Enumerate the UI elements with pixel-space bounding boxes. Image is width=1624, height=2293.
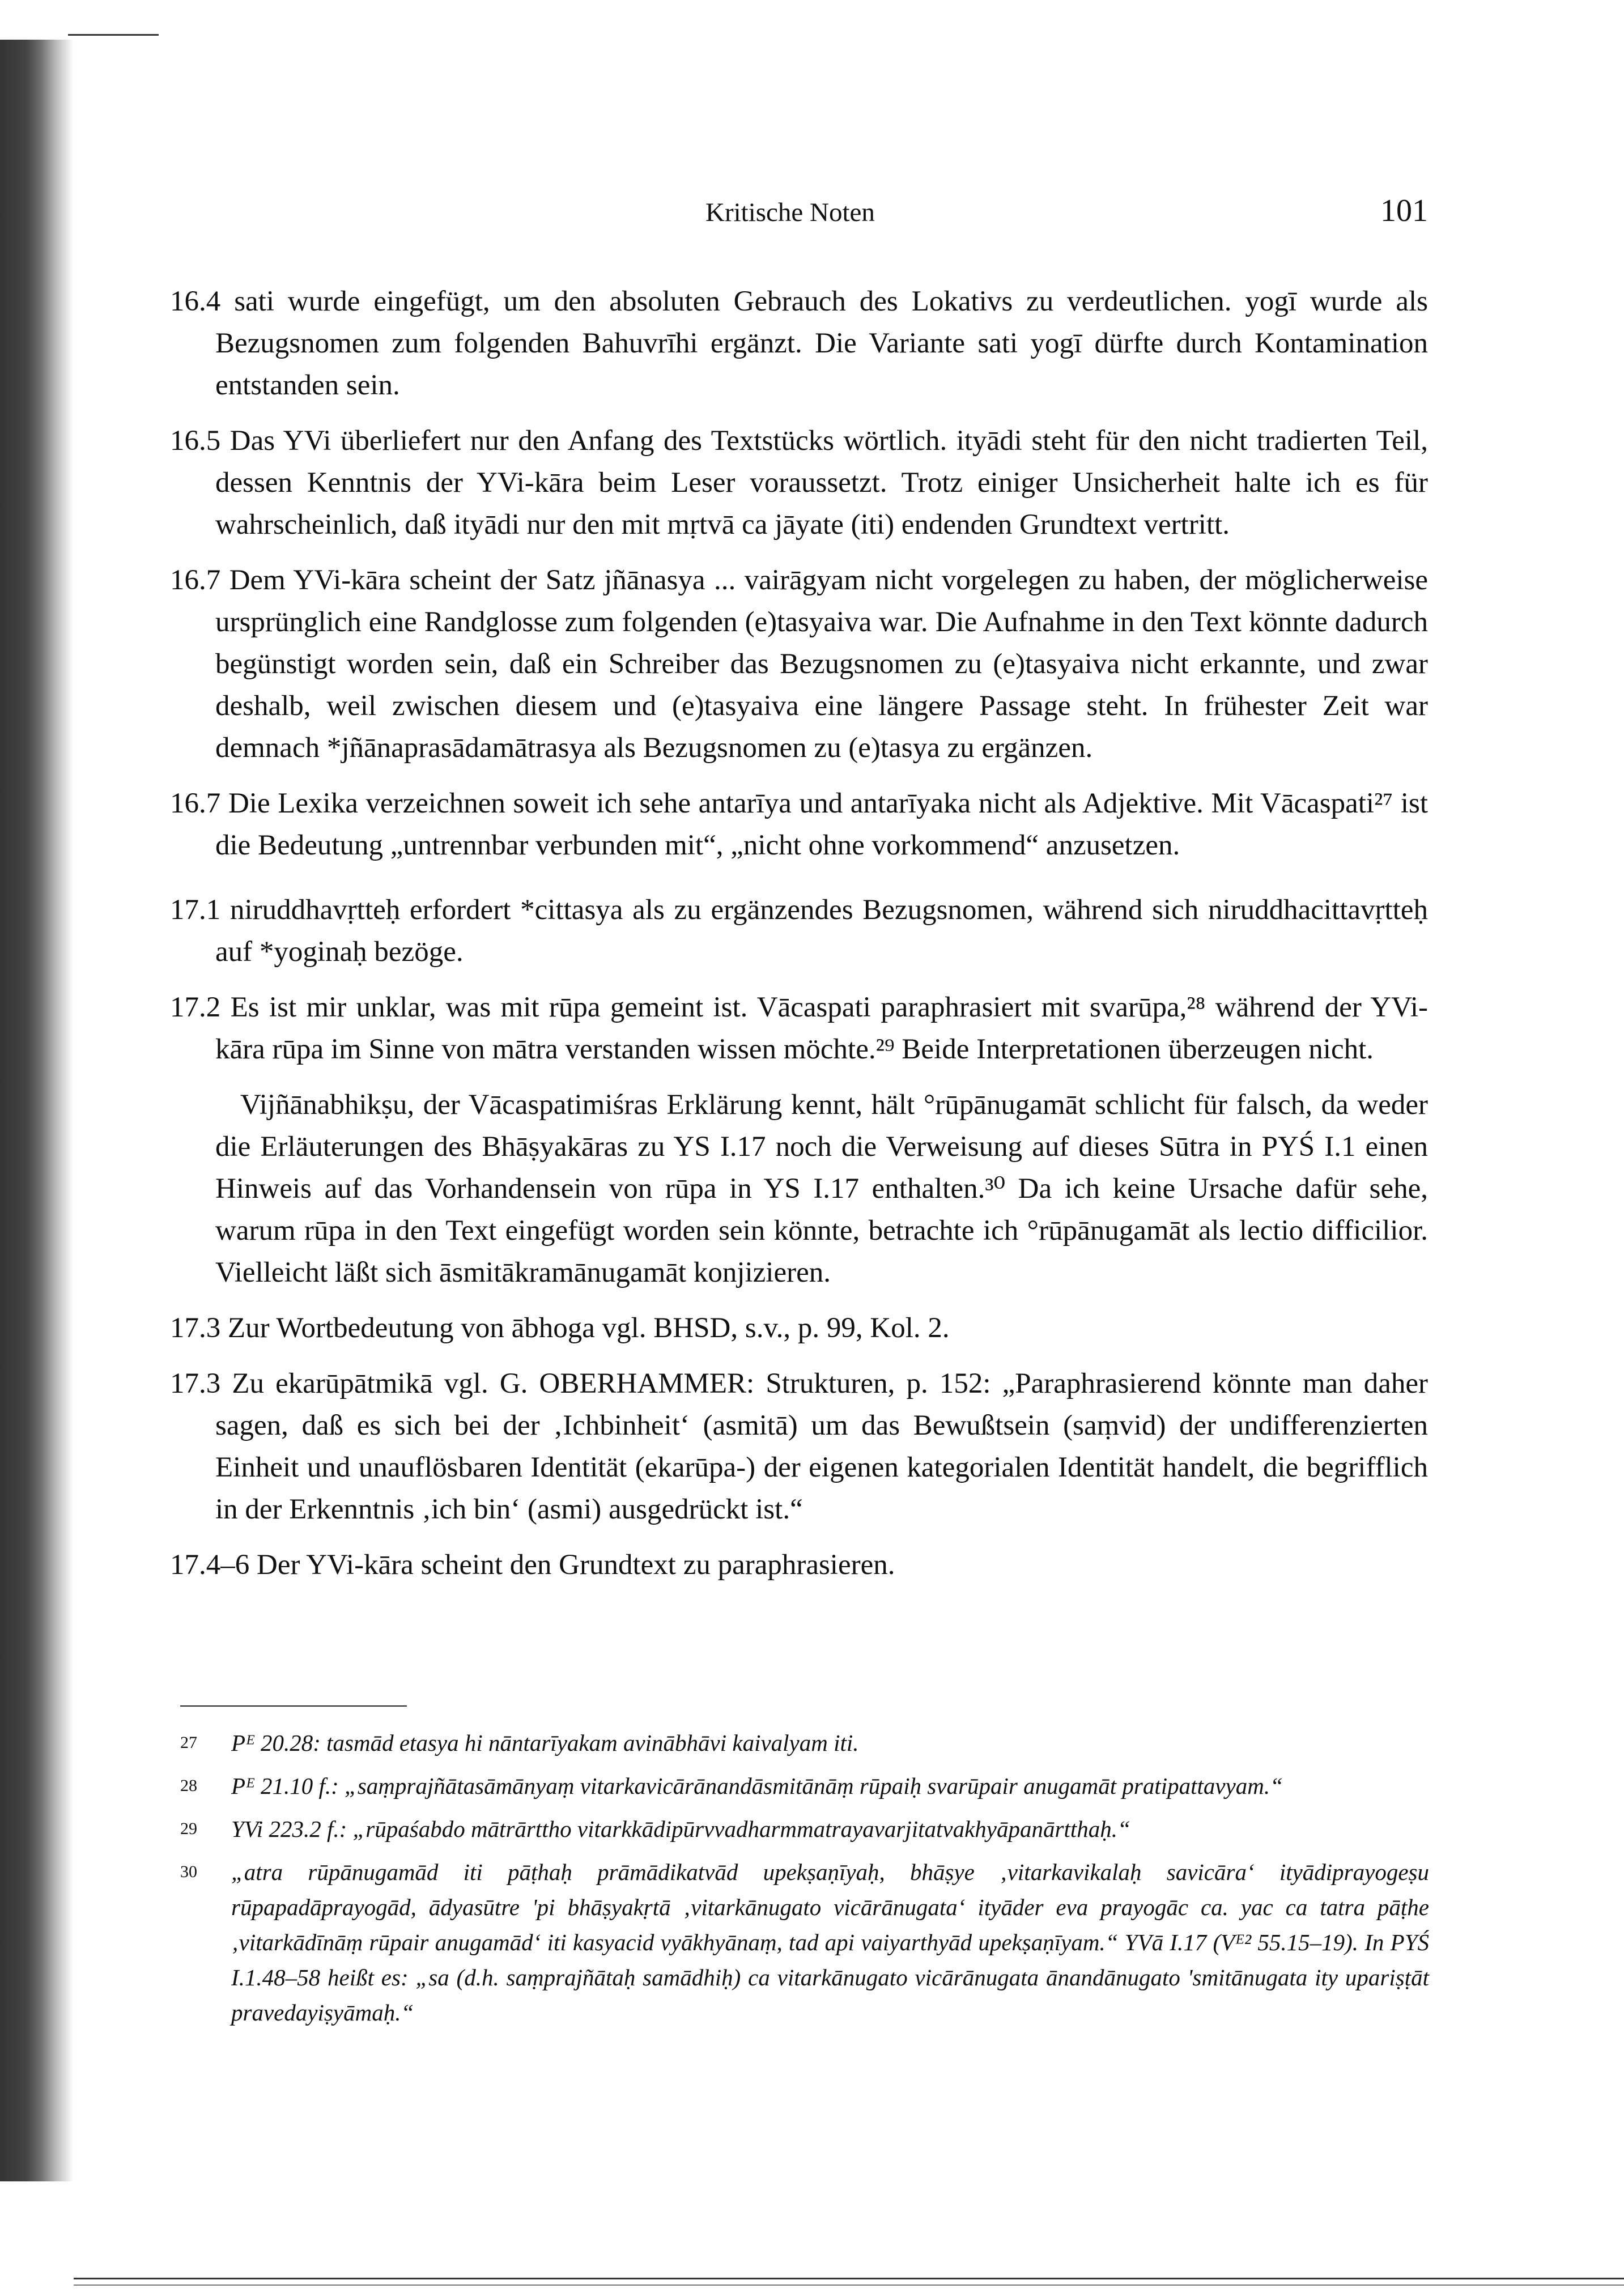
footnote-text: „atra rūpānugamād iti pāṭhaḥ prāmādikatvād upekṣaṇīyaḥ, bhāṣye ‚vitarkavikalaḥ savicāra‘ ityādiprayogeṣu rūpapadāprayogād, ādyasūtre 'pi bhāṣyakṛtā ‚vitarkānugato vicārānugata‘ ityāder eva prayogāc ca. yac ca tatra pāṭhe ‚vitarkādīnāṃ rūpair anugamād‘ iti kasyacid vyākhyānaṃ, tad api vaiyarthyād upekṣaṇīyam.“ YVā I.17 (Vᴱ² 55.15–19). In PYŚ I.1.48–58 heißt es: „sa (d.h. saṃprajñātaḥ samādhiḥ) ca vitarkānugato vicārānugata ānandānugato 'smitānugata ity upariṣṭāt pravedayiṣyāmaḥ.“ (231, 1859, 1429, 2026)
footnote-text: YVi 223.2 f.: „rūpaśabdo mātrārttho vitarkkādipūrvvadharmmatrayavarjitatvakhyāpanārtthaḥ.“ (231, 1816, 1130, 1842)
note-17-1 (170, 889, 1428, 973)
footnote-number: 29 (180, 1819, 197, 1838)
footnote-text: Pᴱ 20.28: tasmād etasya hi nāntarīyakam avinābhāvi kaivalyam iti. (231, 1730, 859, 1756)
footnote-27 (180, 1725, 1429, 1760)
book-spine-shadow (0, 40, 74, 2181)
note-number: 17.1 (170, 894, 221, 926)
note-16-7-b (170, 782, 1428, 866)
note-number: 17.3 (170, 1368, 221, 1399)
note-17-2 (170, 986, 1428, 1070)
note-number: 16.7 (170, 564, 221, 596)
note-17-2-continuation (215, 1084, 1428, 1294)
note-number: 16.7 (170, 788, 221, 819)
note-text: Die Lexika verzeichnen soweit ich sehe antarīya und antarīyaka nicht als Adjektive. Mit Vācaspati²⁷ ist die Bedeutung „untrennbar verbunden mit“, „nicht ohne vorkommend“ anzusetzen. (215, 788, 1429, 861)
note-number: 16.4 (170, 286, 221, 317)
note-16-5 (170, 420, 1428, 546)
page-number: 101 (1380, 193, 1428, 228)
note-number: 17.3 (170, 1312, 221, 1344)
note-text: Es ist mir unklar, was mit rūpa gemeint ist. Vācaspati paraphrasiert mit svarūpa,²⁸ während der YVi-kāra rūpa im Sinne von mātra verstanden wissen möchte.²⁹ Beide Interpretationen überzeugen nicht. (215, 992, 1429, 1065)
footnote-29 (180, 1811, 1429, 1847)
note-text: Dem YVi-kāra scheint der Satz jñānasya ... vairāgyam nicht vorgelegen zu haben, der möglicherweise ursprünglich eine Randglosse zum folgenden (e)tasyaiva war. Die Aufnahme in den Text könnte dadurch begünstigt worden sein, daß ein Schreiber das Bezugsnomen zu (e)tasyaiva nicht erkannte, und zwar deshalb, weil zwischen diesem und (e)tasyaiva eine längere Passage steht. In frühester Zeit war demnach *jñānaprasādamātrasya als Bezugsnomen zu (e)tasya zu ergänzen. (215, 564, 1428, 764)
note-text: Zur Wortbedeutung von ābhoga vgl. BHSD, s.v., p. 99, Kol. 2. (228, 1312, 950, 1344)
note-number: 16.5 (170, 425, 221, 457)
note-17-3-a (170, 1307, 1428, 1349)
footnote-28 (180, 1768, 1429, 1803)
note-text: Zu ekarūpātmikā vgl. G. OBERHAMMER: Strukturen, p. 152: „Paraphrasierend könnte man daher sagen, daß es sich bei der ‚Ichbinheit‘ (asmitā) um das Bewußtsein (saṃvid) der undifferenzierten Einheit und unauflösbaren Identität (ekarūpa-) der eigenen kategorialen Identität handelt, die begrifflich in der Erkenntnis ‚ich bin‘ (asmi) ausgedrückt ist.“ (215, 1368, 1429, 1525)
critical-notes-body (170, 280, 1428, 1599)
note-number: 17.4–6 (170, 1549, 250, 1581)
note-number: 17.2 (170, 992, 221, 1023)
note-text: Das YVi überliefert nur den Anfang des Textstücks wörtlich. ityādi steht für den nicht tradierten Teil, dessen Kenntnis der YVi-kāra beim Leser voraussetzt. Trotz einiger Unsicherheit halte ich es für wahrscheinlich, daß ityādi nur den mit mṛtvā ca jāyate (iti) endenden Grundtext vertritt. (215, 425, 1428, 541)
note-text: Vijñānabhikṣu, der Vācaspatimiśras Erklärung kennt, hält °rūpānugamāt schlicht für falsch, da weder die Erläuterungen des Bhāṣyakāras zu YS I.17 noch die Verweisung auf dieses Sūtra in PYŚ I.1 einen Hinweis auf das Vorhandensein von rūpa in YS I.17 enthalten.³⁰ Da ich keine Ursache dafür sehe, warum rūpa in den Text eingefügt worden sein könnte, betrachte ich °rūpānugamāt als lectio difficilior. Vielleicht läßt sich āsmitākramānugamāt konjizieren. (215, 1089, 1428, 1288)
running-title: Kritische Noten (705, 198, 875, 227)
footnote-number: 27 (180, 1733, 197, 1752)
note-text: niruddhavṛtteḥ erfordert *cittasya als zu ergänzendes Bezugsnomen, während sich niruddhacittavṛtteḥ auf *yoginaḥ bezöge. (215, 894, 1429, 968)
note-text: Der YVi-kāra scheint den Grundtext zu paraphrasieren. (257, 1549, 895, 1581)
footnote-text: Pᴱ 21.10 f.: „saṃprajñātasāmānyaṃ vitarkavicārānandāsmitānāṃ rūpaiḥ svarūpair anugamāt pratipattavyam.“ (231, 1773, 1283, 1799)
note-16-7-a (170, 559, 1428, 769)
note-17-3-b (170, 1363, 1428, 1530)
page-bottom-edge (74, 2278, 1624, 2279)
page-header (170, 193, 1428, 238)
footnotes (180, 1725, 1429, 2038)
note-16-4 (170, 280, 1428, 406)
note-17-4-6 (170, 1544, 1428, 1586)
footnote-number: 30 (180, 1862, 197, 1881)
page-edge-mark (68, 34, 159, 47)
page-bottom-edge-shadow (74, 2285, 1624, 2286)
footnote-separator (180, 1705, 407, 1707)
note-text: sati wurde eingefügt, um den absoluten Gebrauch des Lokativs zu verdeutlichen. yogī wurde als Bezugsnomen zum folgenden Bahuvrīhi ergänzt. Die Variante sati yogī dürfte durch Kontamination entstanden sein. (215, 286, 1429, 401)
footnote-30 (180, 1854, 1429, 2030)
footnote-number: 28 (180, 1776, 197, 1795)
